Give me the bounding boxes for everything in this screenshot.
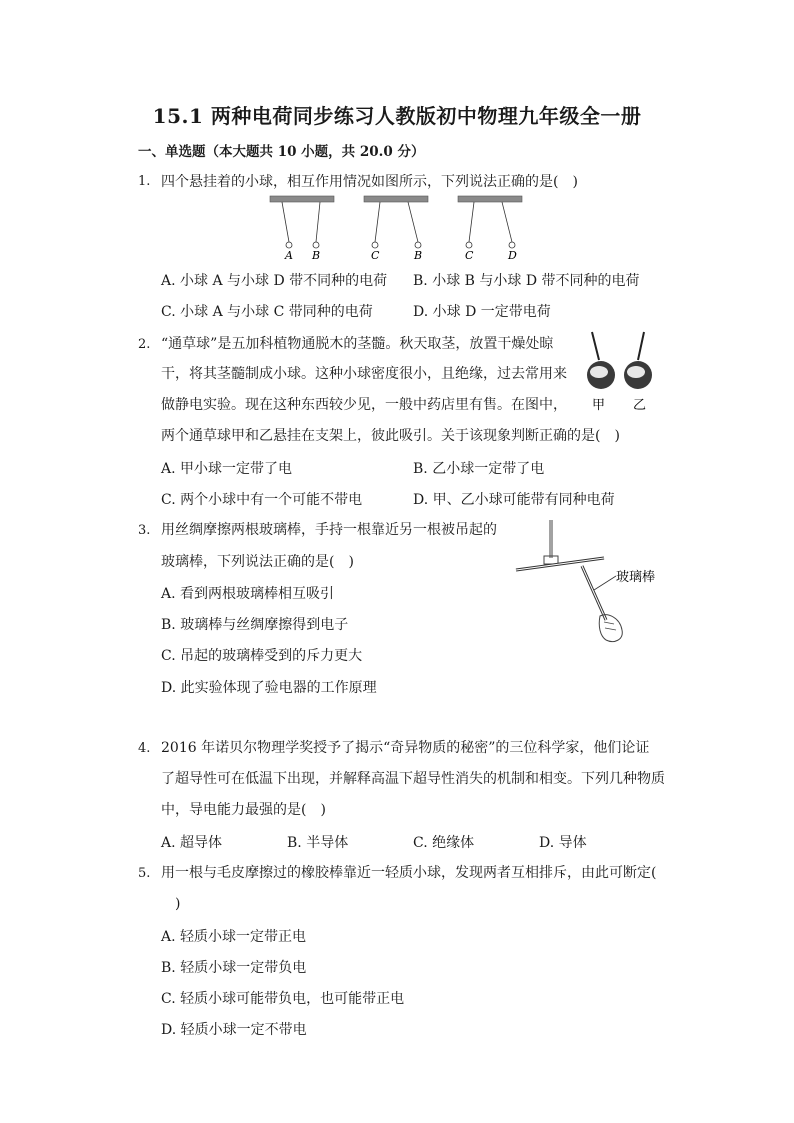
option-a: A. 超导体 [161,835,223,851]
option-a: A. 小球 A 与小球 D 带不同种的电荷 [161,273,388,289]
figure-hanging-balls [262,192,532,264]
ball [415,242,421,248]
option-c: C. 绝缘体 [413,835,475,851]
option-d: D. 甲、乙小球可能带有同种电荷 [413,492,615,508]
option-b: B. 乙小球一定带了电 [413,461,545,477]
ball-label: B [312,249,321,262]
question-text: 用丝绸摩擦两根玻璃棒，手持一根靠近另一根被吊起的 [161,522,497,538]
question-text: 玻璃棒，下列说法正确的是( ) [161,554,354,570]
section-heading: 一、单选题（本大题共 10 小题，共 20.0 分） [138,144,425,160]
question-text: “通草球”是五加科植物通脱木的茎髓。秋天取茎，放置干燥处晾 [161,336,554,352]
ball-label: C [465,249,474,262]
option-b: B. 半导体 [287,835,349,851]
option-c: C. 轻质小球可能带负电，也可能带正电 [161,991,405,1007]
glass-rod-label: 玻璃棒 [616,570,656,585]
question-text: 2016 年诺贝尔物理学奖授予了揭示“奇异物质的秘密”的三位科学家，他们论证 [161,740,650,756]
ball [509,242,515,248]
option-c: C. 吊起的玻璃棒受到的斥力更大 [161,648,363,664]
hanger [544,556,558,564]
option-c: C. 小球 A 与小球 C 带同种的电荷 [161,304,373,320]
question-number: 3. [138,523,151,538]
option-a: A. 甲小球一定带了电 [161,461,293,477]
ball [313,242,319,248]
question-text: 了超导性可在低温下出现，并解释高温下超导性消失的机制和相变。下列几种物质 [161,771,665,787]
question-text: 中，导电能力最强的是( ) [161,802,326,818]
question-number: 4. [138,741,151,756]
option-c: C. 两个小球中有一个可能不带电 [161,492,363,508]
ball-label: B [414,249,423,262]
question-number: 1. [138,174,151,189]
option-d: D. 轻质小球一定不带电 [161,1022,307,1038]
question-text: 两个通草球甲和乙悬挂在支架上，彼此吸引。关于该现象判断正确的是( ) [161,428,620,444]
ball [466,242,472,248]
option-a: A. 看到两根玻璃棒相互吸引 [161,586,335,602]
question-number: 5. [138,866,151,881]
label-leader [594,576,616,590]
question-text: 用一根与毛皮摩擦过的橡胶棒靠近一轻质小球，发现两者互相排斥，由此可断定( [161,865,657,881]
figure-glass-rod [508,518,668,648]
option-b: B. 轻质小球一定带负电 [161,960,307,976]
support-bar [458,196,522,202]
question-text: 干，将其茎髓制成小球。这种小球密度很小，且绝缘，过去常用来 [161,366,567,382]
ball-label-jia: 甲 [592,398,606,413]
figure-pith-balls [582,330,662,414]
ball-label-yi: 乙 [633,398,647,413]
option-d: D. 小球 D 一定带电荷 [413,304,551,320]
option-a: A. 轻质小球一定带正电 [161,929,307,945]
ball-label: D [508,249,517,262]
support-bar [364,196,428,202]
page-title: 15.1 两种电荷同步练习人教版初中物理九年级全一册 [152,104,642,128]
option-d: D. 此实验体现了验电器的工作原理 [161,680,377,696]
hand [599,615,622,642]
ball [372,242,378,248]
ball-label: A [285,249,293,262]
option-d: D. 导体 [539,835,587,851]
support-bar [270,196,334,202]
question-text: 做静电实验。现在这种东西较少见，一般中药店里有售。在图中， [161,397,567,413]
option-b: B. 小球 B 与小球 D 带不同种的电荷 [413,273,640,289]
ball-label: C [371,249,380,262]
question-text: ) [161,896,181,912]
question-text: 四个悬挂着的小球，相互作用情况如图所示，下列说法正确的是( ) [161,174,578,190]
option-b: B. 玻璃棒与丝绸摩擦得到电子 [161,617,349,633]
ball [286,242,292,248]
question-number: 2. [138,337,151,352]
